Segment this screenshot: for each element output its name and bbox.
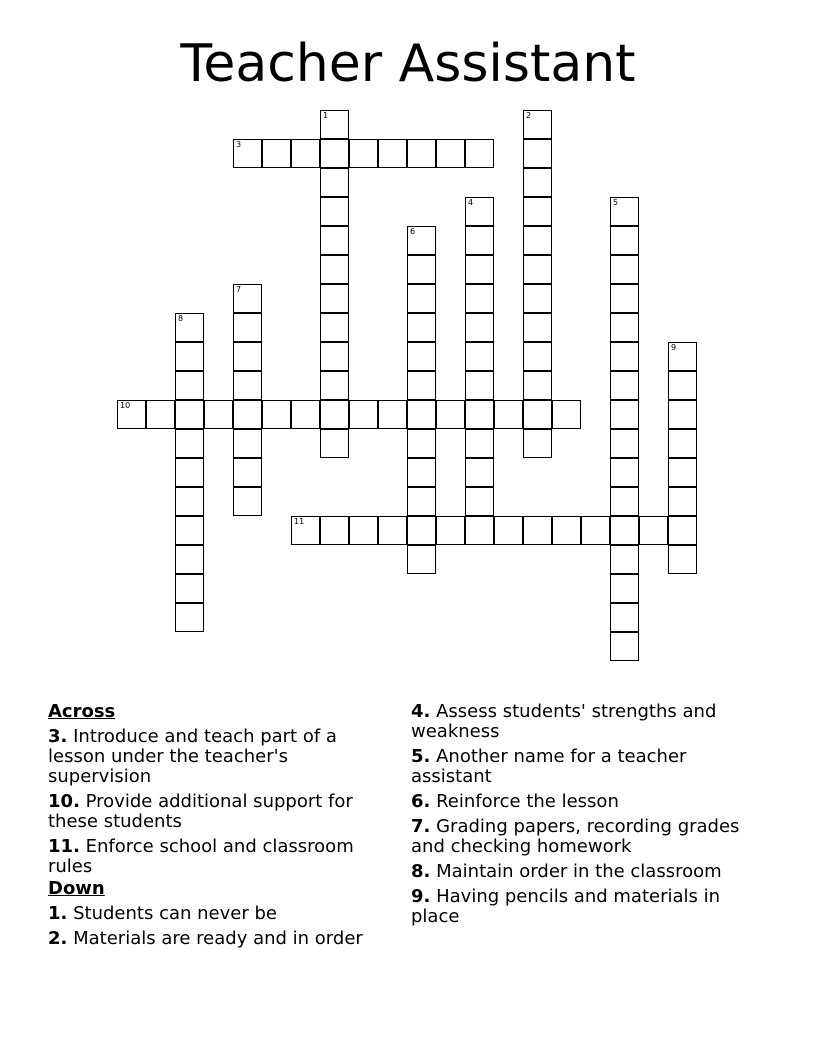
down-clue-1: 1. Students can never be — [48, 903, 277, 924]
grid-cell[interactable] — [233, 487, 262, 516]
cell-number: 6 — [410, 227, 416, 236]
down-heading: Down — [48, 878, 105, 899]
grid-cell[interactable] — [407, 139, 436, 168]
grid-cell[interactable] — [175, 429, 204, 458]
grid-cell[interactable] — [407, 342, 436, 371]
grid-cell[interactable] — [465, 458, 494, 487]
grid-cell[interactable] — [291, 516, 320, 545]
grid-cell[interactable] — [552, 516, 581, 545]
grid-cell[interactable] — [291, 400, 320, 429]
clue-text: Another name for a teacher assistant — [411, 746, 687, 787]
grid-cell[interactable] — [668, 487, 697, 516]
grid-cell[interactable] — [233, 458, 262, 487]
grid-cell[interactable] — [668, 400, 697, 429]
grid-cell[interactable] — [668, 429, 697, 458]
grid-cell[interactable] — [378, 400, 407, 429]
clue-number: 7 — [411, 816, 424, 837]
clues-column-left — [48, 702, 384, 954]
grid-cell[interactable] — [320, 110, 349, 139]
grid-cell[interactable] — [610, 400, 639, 429]
grid-cell[interactable] — [204, 400, 233, 429]
grid-cell[interactable] — [320, 139, 349, 168]
down-clue-8: 8. Maintain order in the classroom — [411, 861, 722, 882]
grid-cell[interactable] — [320, 197, 349, 226]
grid-cell[interactable] — [233, 371, 262, 400]
grid-cell[interactable] — [407, 284, 436, 313]
grid-cell[interactable] — [494, 516, 523, 545]
grid-cell[interactable] — [175, 313, 204, 342]
grid-cell[interactable] — [668, 371, 697, 400]
grid-cell[interactable] — [436, 139, 465, 168]
clue-text: Provide additional support for these students — [48, 791, 353, 832]
grid-cell[interactable] — [233, 400, 262, 429]
grid-cell[interactable] — [291, 139, 320, 168]
grid-cell[interactable] — [378, 516, 407, 545]
clue-text: Having pencils and materials in place — [411, 886, 721, 927]
grid-cell[interactable] — [668, 516, 697, 545]
grid-cell[interactable] — [523, 400, 552, 429]
grid-cell[interactable] — [320, 400, 349, 429]
cell-number: 11 — [294, 517, 305, 526]
grid-cell[interactable] — [610, 574, 639, 603]
grid-cell[interactable] — [465, 487, 494, 516]
grid-cell[interactable] — [407, 371, 436, 400]
grid-cell[interactable] — [349, 516, 378, 545]
grid-cell[interactable] — [320, 371, 349, 400]
clue-number: 10 — [48, 791, 74, 812]
grid-cell[interactable] — [523, 516, 552, 545]
grid-cell[interactable] — [465, 284, 494, 313]
grid-cell[interactable] — [407, 226, 436, 255]
clue-number: 1 — [48, 903, 61, 924]
clue-number: 3 — [48, 726, 61, 747]
cell-number: 5 — [613, 198, 619, 207]
clue-text: Introduce and teach part of a lesson under the teacher's supervision — [48, 726, 337, 787]
grid-cell[interactable] — [610, 429, 639, 458]
grid-cell[interactable] — [465, 226, 494, 255]
grid-cell[interactable] — [175, 342, 204, 371]
grid-cell[interactable] — [523, 110, 552, 139]
grid-cell[interactable] — [523, 429, 552, 458]
clue-text: Maintain order in the classroom — [436, 861, 722, 882]
grid-cell[interactable] — [233, 139, 262, 168]
grid-cell[interactable] — [465, 139, 494, 168]
grid-cell[interactable] — [175, 371, 204, 400]
down-clue-9: 9. Having pencils and materials in place — [411, 886, 721, 927]
grid-cell[interactable] — [523, 313, 552, 342]
clues-column-right — [411, 702, 756, 932]
grid-cell[interactable] — [465, 371, 494, 400]
clue-text: Reinforce the lesson — [436, 791, 619, 812]
down-clue-5: 5. Another name for a teacher assistant — [411, 746, 687, 787]
across-clue-11: 11. Enforce school and classroom rules — [48, 836, 354, 877]
grid-cell[interactable] — [407, 458, 436, 487]
grid-cell[interactable] — [610, 632, 639, 661]
across-heading: Across — [48, 701, 116, 722]
grid-cell[interactable] — [668, 545, 697, 574]
grid-cell[interactable] — [465, 197, 494, 226]
grid-cell[interactable] — [465, 255, 494, 284]
grid-cell[interactable] — [668, 458, 697, 487]
grid-cell[interactable] — [610, 255, 639, 284]
down-clue-4: 4. Assess students' strengths and weakness — [411, 701, 717, 742]
grid-cell[interactable] — [407, 313, 436, 342]
clue-number: 9 — [411, 886, 424, 907]
grid-cell[interactable] — [523, 342, 552, 371]
grid-cell[interactable] — [610, 603, 639, 632]
grid-cell[interactable] — [320, 168, 349, 197]
grid-cell[interactable] — [175, 400, 204, 429]
grid-cell[interactable] — [610, 284, 639, 313]
grid-cell[interactable] — [610, 516, 639, 545]
grid-cell[interactable] — [523, 284, 552, 313]
grid-cell[interactable] — [233, 313, 262, 342]
grid-cell[interactable] — [436, 516, 465, 545]
grid-cell[interactable] — [668, 342, 697, 371]
grid-cell[interactable] — [320, 226, 349, 255]
clue-number: 5 — [411, 746, 424, 767]
grid-cell[interactable] — [523, 139, 552, 168]
grid-cell[interactable] — [320, 313, 349, 342]
cell-number: 7 — [236, 285, 242, 294]
grid-cell[interactable] — [610, 545, 639, 574]
grid-cell[interactable] — [146, 400, 175, 429]
down-clue-2: 2. Materials are ready and in order — [48, 928, 363, 949]
grid-cell[interactable] — [610, 197, 639, 226]
grid-cell[interactable] — [175, 545, 204, 574]
cell-number: 8 — [178, 314, 184, 323]
cell-number: 2 — [526, 111, 532, 120]
cell-number: 1 — [323, 111, 329, 120]
grid-cell[interactable] — [465, 516, 494, 545]
grid-cell[interactable] — [175, 487, 204, 516]
grid-cell[interactable] — [320, 284, 349, 313]
grid-cell[interactable] — [407, 255, 436, 284]
grid-cell[interactable] — [233, 429, 262, 458]
grid-cell[interactable] — [610, 458, 639, 487]
clue-text: Grading papers, recording grades and checking homework — [411, 816, 740, 857]
grid-cell[interactable] — [320, 429, 349, 458]
grid-cell[interactable] — [320, 255, 349, 284]
grid-cell[interactable] — [349, 400, 378, 429]
across-clue-10: 10. Provide additional support for these students — [48, 791, 353, 832]
grid-cell[interactable] — [552, 400, 581, 429]
down-clue-6: 6. Reinforce the lesson — [411, 791, 619, 812]
grid-cell[interactable] — [610, 342, 639, 371]
cell-number: 10 — [120, 401, 131, 410]
grid-cell[interactable] — [407, 429, 436, 458]
grid-cell[interactable] — [523, 168, 552, 197]
clue-number: 8 — [411, 861, 424, 882]
grid-cell[interactable] — [523, 226, 552, 255]
grid-cell[interactable] — [233, 284, 262, 313]
grid-cell[interactable] — [610, 313, 639, 342]
grid-cell[interactable] — [175, 458, 204, 487]
grid-cell[interactable] — [610, 487, 639, 516]
grid-cell[interactable] — [436, 400, 465, 429]
clue-text: Materials are ready and in order — [73, 928, 363, 949]
grid-cell[interactable] — [610, 371, 639, 400]
grid-cell[interactable] — [494, 400, 523, 429]
grid-cell[interactable] — [523, 255, 552, 284]
clue-text: Students can never be — [73, 903, 277, 924]
clue-text: Enforce school and classroom rules — [48, 836, 354, 877]
grid-cell[interactable] — [465, 400, 494, 429]
grid-cell[interactable] — [523, 371, 552, 400]
grid-cell[interactable] — [320, 516, 349, 545]
grid-cell[interactable] — [465, 342, 494, 371]
grid-cell[interactable] — [407, 516, 436, 545]
grid-cell[interactable] — [262, 400, 291, 429]
grid-cell[interactable] — [175, 574, 204, 603]
cell-number: 4 — [468, 198, 474, 207]
clue-text: Assess students' strengths and weakness — [411, 701, 717, 742]
grid-cell[interactable] — [639, 516, 668, 545]
grid-cell[interactable] — [523, 197, 552, 226]
clue-number: 11 — [48, 836, 74, 857]
grid-cell[interactable] — [465, 429, 494, 458]
grid-cell[interactable] — [610, 226, 639, 255]
grid-cell[interactable] — [117, 400, 146, 429]
grid-cell[interactable] — [175, 603, 204, 632]
across-clue-3: 3. Introduce and teach part of a lesson under the teacher's supervision — [48, 726, 337, 787]
grid-cell[interactable] — [407, 545, 436, 574]
grid-cell[interactable] — [262, 139, 291, 168]
down-clue-7: 7. Grading papers, recording grades and checking homework — [411, 816, 740, 857]
grid-cell[interactable] — [175, 516, 204, 545]
grid-cell[interactable] — [349, 139, 378, 168]
grid-cell[interactable] — [465, 313, 494, 342]
clue-number: 2 — [48, 928, 61, 949]
grid-cell[interactable] — [581, 516, 610, 545]
grid-cell[interactable] — [378, 139, 407, 168]
page-title: Teacher Assistant — [180, 34, 636, 94]
clue-number: 4 — [411, 701, 424, 722]
grid-cell[interactable] — [407, 400, 436, 429]
cell-number: 9 — [671, 343, 677, 352]
grid-cell[interactable] — [233, 342, 262, 371]
cell-number: 3 — [236, 140, 242, 149]
grid-cell[interactable] — [320, 342, 349, 371]
grid-cell[interactable] — [407, 487, 436, 516]
clue-number: 6 — [411, 791, 424, 812]
